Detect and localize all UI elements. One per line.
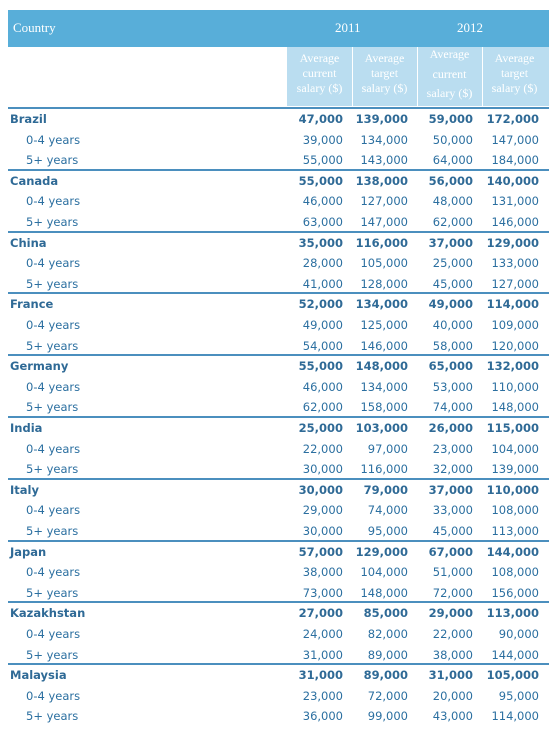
2011-target-salary-cell: 99,000 <box>367 709 408 724</box>
2012-current-salary-cell: 56,000 <box>428 173 473 188</box>
2012-target-salary-cell: 95,000 <box>498 688 539 703</box>
country-row <box>8 601 549 623</box>
2011-target-salary-cell: 134,000 <box>360 379 408 394</box>
2011-target-salary-cell: 148,000 <box>360 585 408 600</box>
2012-current-salary-cell: 40,000 <box>432 318 473 332</box>
experience-row <box>8 397 549 417</box>
2011-current-salary-cell: 41,000 <box>302 276 343 291</box>
2011-target-salary-cell: 116,000 <box>360 462 408 477</box>
2012-target-salary-cell: 184,000 <box>491 153 539 168</box>
experience-label: 5+ years <box>26 647 79 662</box>
2011-current-salary-cell: 22,000 <box>302 441 343 456</box>
2012-target-salary-cell: 114,000 <box>486 297 539 312</box>
country-name: Italy <box>10 482 39 497</box>
2012-current-salary-cell: 67,000 <box>428 544 473 559</box>
experience-row <box>8 150 549 170</box>
2011-target-salary-cell: 143,000 <box>360 153 408 168</box>
experience-row <box>8 315 549 335</box>
2011-target-salary-cell: 72,000 <box>367 688 408 703</box>
2011-current-salary-cell: 52,000 <box>298 297 343 312</box>
2011-current-salary-cell: 31,000 <box>302 647 343 662</box>
2011-current-salary-cell: 27,000 <box>298 606 343 621</box>
2011-current-salary-cell: 38,000 <box>302 565 343 580</box>
2012-current-salary-cell: 64,000 <box>432 153 473 168</box>
2012-target-salary-cell: 90,000 <box>498 627 539 641</box>
2011-target-salary-cell: 125,000 <box>360 318 408 332</box>
country-row <box>8 540 549 562</box>
2011-current-salary-cell: 55,000 <box>298 359 343 374</box>
2011-target-salary-cell: 95,000 <box>367 524 408 538</box>
experience-label: 5+ years <box>26 524 79 538</box>
experience-row <box>8 336 549 356</box>
country-name: India <box>10 421 43 435</box>
experience-label: 0-4 years <box>26 627 81 641</box>
subheader-2011-target: Average target salary ($) <box>361 51 408 95</box>
2012-current-salary-cell: 22,000 <box>432 627 473 641</box>
country-row <box>8 416 549 438</box>
2011-current-salary-cell: 55,000 <box>298 173 343 188</box>
country-name: Germany <box>10 359 69 374</box>
2012-current-salary-cell: 38,000 <box>432 647 473 662</box>
country-name: Canada <box>10 173 59 188</box>
experience-row <box>8 521 549 541</box>
2012-current-salary-cell: 20,000 <box>432 688 473 703</box>
2011-target-salary-cell: 127,000 <box>360 194 408 209</box>
year-2011-header: 2011 <box>335 20 361 35</box>
2012-target-salary-cell: 108,000 <box>491 565 539 580</box>
year-2012-header: 2012 <box>457 20 483 35</box>
2011-current-salary-cell: 24,000 <box>302 627 343 641</box>
country-column-header: Country <box>13 20 56 35</box>
2012-target-salary-cell: 139,000 <box>491 462 539 477</box>
2011-current-salary-cell: 46,000 <box>302 379 343 394</box>
country-name: Japan <box>10 544 47 559</box>
2012-current-salary-cell: 51,000 <box>432 565 473 580</box>
experience-label: 0-4 years <box>26 318 81 332</box>
2011-current-salary-cell: 54,000 <box>302 338 343 353</box>
2012-target-salary-cell: 114,000 <box>491 709 539 724</box>
experience-label: 0-4 years <box>26 688 81 703</box>
country-row <box>8 231 549 253</box>
2011-target-salary-cell: 79,000 <box>363 482 408 497</box>
2012-current-salary-cell: 59,000 <box>428 112 473 126</box>
2012-target-salary-cell: 147,000 <box>491 132 539 147</box>
2012-target-salary-cell: 113,000 <box>486 606 539 621</box>
2011-target-salary-cell: 116,000 <box>355 235 408 250</box>
country-row <box>8 478 549 500</box>
2012-current-salary-cell: 29,000 <box>428 606 473 621</box>
2011-target-salary-cell: 104,000 <box>360 565 408 580</box>
experience-row <box>8 706 549 726</box>
2012-current-salary-cell: 32,000 <box>432 462 473 477</box>
2011-current-salary-cell: 57,000 <box>298 544 343 559</box>
experience-label: 5+ years <box>26 215 79 229</box>
2011-target-salary-cell: 89,000 <box>367 647 408 662</box>
2012-current-salary-cell: 37,000 <box>428 235 473 250</box>
2011-target-salary-cell: 158,000 <box>360 400 408 415</box>
2012-target-salary-cell: 132,000 <box>486 359 539 374</box>
2012-target-salary-cell: 148,000 <box>491 400 539 415</box>
2011-current-salary-cell: 28,000 <box>302 256 343 271</box>
2012-target-salary-cell: 140,000 <box>486 173 539 188</box>
2011-target-salary-cell: 128,000 <box>360 276 408 291</box>
2012-current-salary-cell: 31,000 <box>428 668 473 683</box>
2012-target-salary-cell: 110,000 <box>491 379 539 394</box>
2012-target-salary-cell: 109,000 <box>491 318 539 332</box>
2012-current-salary-cell: 65,000 <box>428 359 473 374</box>
2012-current-salary-cell: 50,000 <box>432 132 473 147</box>
experience-row <box>8 439 549 459</box>
2012-target-salary-cell: 113,000 <box>491 524 539 538</box>
2012-target-salary-cell: 108,000 <box>491 503 539 518</box>
2012-target-salary-cell: 115,000 <box>486 421 539 435</box>
2012-current-salary-cell: 37,000 <box>428 482 473 497</box>
2011-current-salary-cell: 49,000 <box>302 318 343 332</box>
2012-current-salary-cell: 23,000 <box>432 441 473 456</box>
2012-current-salary-cell: 25,000 <box>432 256 473 271</box>
2012-target-salary-cell: 120,000 <box>491 338 539 353</box>
2012-target-salary-cell: 172,000 <box>486 112 539 126</box>
2012-current-salary-cell: 74,000 <box>432 400 473 415</box>
2011-current-salary-cell: 62,000 <box>302 400 343 415</box>
experience-row <box>8 583 549 603</box>
2011-current-salary-cell: 36,000 <box>302 709 343 724</box>
experience-row <box>8 274 549 294</box>
country-row <box>8 169 549 191</box>
experience-row <box>8 253 549 273</box>
2011-target-salary-cell: 82,000 <box>367 627 408 641</box>
experience-row <box>8 562 549 582</box>
2011-target-salary-cell: 85,000 <box>363 606 408 621</box>
experience-label: 0-4 years <box>26 503 81 518</box>
2012-current-salary-cell: 49,000 <box>428 297 473 312</box>
experience-label: 5+ years <box>26 585 79 600</box>
2011-target-salary-cell: 97,000 <box>367 441 408 456</box>
subheader-2011-current: Average current salary ($) <box>296 51 343 95</box>
2011-target-salary-cell: 138,000 <box>355 173 408 188</box>
2011-current-salary-cell: 31,000 <box>298 668 343 683</box>
2012-current-salary-cell: 43,000 <box>432 709 473 724</box>
2012-target-salary-cell: 133,000 <box>491 256 539 271</box>
country-row <box>8 354 549 376</box>
2012-target-salary-cell: 144,000 <box>491 647 539 662</box>
experience-label: 5+ years <box>26 276 79 291</box>
2011-target-salary-cell: 139,000 <box>355 112 408 126</box>
experience-row <box>8 686 549 706</box>
2012-current-salary-cell: 48,000 <box>432 194 473 209</box>
2012-target-salary-cell: 144,000 <box>486 544 539 559</box>
country-name: China <box>10 235 47 250</box>
experience-label: 5+ years <box>26 709 79 724</box>
country-row <box>8 663 549 685</box>
experience-row <box>8 191 549 211</box>
experience-label: 5+ years <box>26 462 79 477</box>
2011-target-salary-cell: 103,000 <box>355 421 408 435</box>
2011-current-salary-cell: 39,000 <box>302 132 343 147</box>
2012-current-salary-cell: 33,000 <box>432 503 473 518</box>
2012-target-salary-cell: 156,000 <box>491 585 539 600</box>
2011-target-salary-cell: 148,000 <box>355 359 408 374</box>
experience-label: 0-4 years <box>26 565 81 580</box>
2011-target-salary-cell: 134,000 <box>360 132 408 147</box>
2012-target-salary-cell: 131,000 <box>491 194 539 209</box>
experience-label: 0-4 years <box>26 256 81 271</box>
country-name: France <box>10 297 54 312</box>
2011-target-salary-cell: 89,000 <box>363 668 408 683</box>
2011-current-salary-cell: 30,000 <box>298 482 343 497</box>
2011-target-salary-cell: 105,000 <box>360 256 408 271</box>
experience-row <box>8 212 549 232</box>
2012-target-salary-cell: 127,000 <box>491 276 539 291</box>
experience-label: 0-4 years <box>26 441 81 456</box>
experience-label: 5+ years <box>26 338 79 353</box>
subheader-2012-target: Average target salary ($) <box>491 51 538 95</box>
2012-target-salary-cell: 146,000 <box>491 215 539 229</box>
country-name: Brazil <box>10 112 47 126</box>
experience-label: 0-4 years <box>26 132 81 147</box>
experience-label: 5+ years <box>26 400 79 415</box>
2012-current-salary-cell: 45,000 <box>432 524 473 538</box>
salary-subheader-bar <box>287 47 549 106</box>
2012-current-salary-cell: 26,000 <box>428 421 473 435</box>
country-name: Malaysia <box>10 668 67 683</box>
2012-target-salary-cell: 110,000 <box>486 482 539 497</box>
experience-row <box>8 459 549 479</box>
2011-current-salary-cell: 35,000 <box>298 235 343 250</box>
2012-current-salary-cell: 45,000 <box>432 276 473 291</box>
experience-row <box>8 624 549 644</box>
experience-label: 5+ years <box>26 153 79 168</box>
country-row <box>8 107 549 129</box>
2011-current-salary-cell: 30,000 <box>302 462 343 477</box>
2011-target-salary-cell: 74,000 <box>367 503 408 518</box>
2011-target-salary-cell: 147,000 <box>360 215 408 229</box>
2011-current-salary-cell: 46,000 <box>302 194 343 209</box>
2011-target-salary-cell: 134,000 <box>355 297 408 312</box>
2011-current-salary-cell: 73,000 <box>302 585 343 600</box>
experience-row <box>8 130 549 150</box>
table-header-bar <box>8 10 549 47</box>
2011-current-salary-cell: 47,000 <box>298 112 343 126</box>
2012-current-salary-cell: 53,000 <box>432 379 473 394</box>
experience-row <box>8 645 549 665</box>
2012-current-salary-cell: 62,000 <box>432 215 473 229</box>
2012-current-salary-cell: 72,000 <box>432 585 473 600</box>
2012-current-salary-cell: 58,000 <box>432 338 473 353</box>
2011-current-salary-cell: 55,000 <box>302 153 343 168</box>
2011-current-salary-cell: 30,000 <box>302 524 343 538</box>
2011-current-salary-cell: 63,000 <box>302 215 343 229</box>
experience-row <box>8 500 549 520</box>
2011-target-salary-cell: 146,000 <box>360 338 408 353</box>
2012-target-salary-cell: 105,000 <box>486 668 539 683</box>
country-row <box>8 292 549 314</box>
experience-row <box>8 377 549 397</box>
country-name: Kazakhstan <box>10 606 86 621</box>
2011-current-salary-cell: 25,000 <box>298 421 343 435</box>
experience-label: 0-4 years <box>26 194 81 209</box>
2012-target-salary-cell: 104,000 <box>491 441 539 456</box>
2012-target-salary-cell: 129,000 <box>486 235 539 250</box>
2011-target-salary-cell: 129,000 <box>355 544 408 559</box>
2011-current-salary-cell: 29,000 <box>302 503 343 518</box>
2011-current-salary-cell: 23,000 <box>302 688 343 703</box>
experience-label: 0-4 years <box>26 379 81 394</box>
subheader-2012-current: Average current salary ($) <box>426 47 473 100</box>
